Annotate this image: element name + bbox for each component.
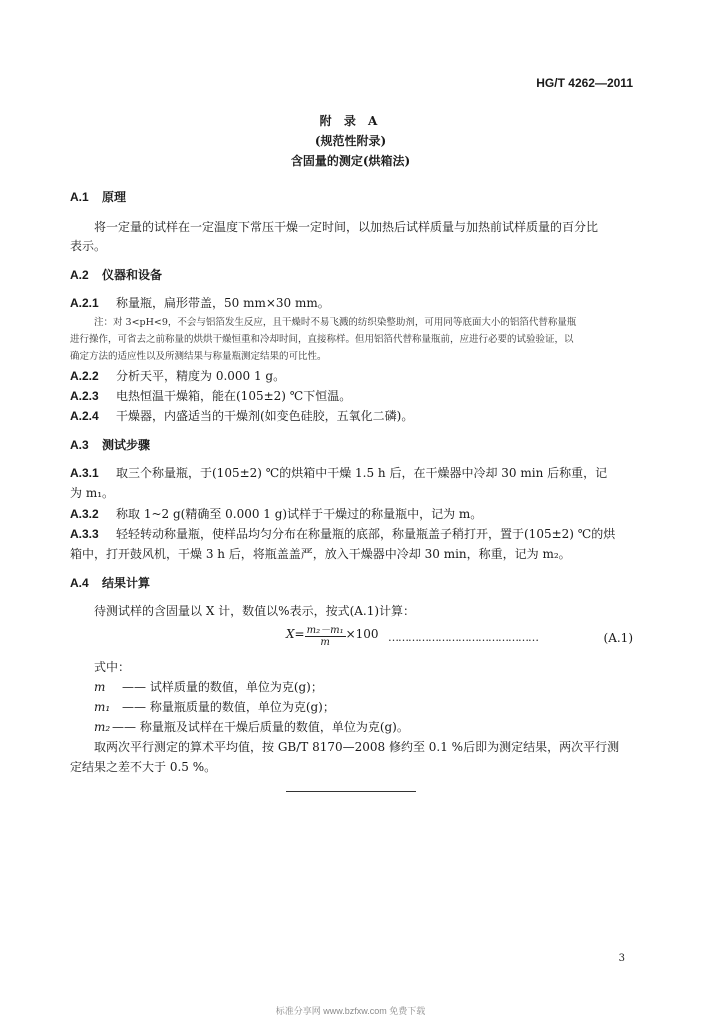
clause-a31 — [70, 464, 607, 481]
formula-fraction — [305, 621, 346, 648]
definition-m — [94, 678, 323, 695]
clause-text: 干燥器，内盛适当的干燥剂(如变色硅胶，五氧化二磷)。 — [116, 409, 414, 423]
formula-numerator: m₂－m₁ — [305, 621, 346, 637]
clause-number: A.3.2 — [70, 507, 99, 521]
clause-text: 轻轻转动称量瓶，使样品均匀分布在称量瓶的底部，称量瓶盖子稍打开，置于(105±2) ℃的烘 — [116, 527, 616, 541]
formula-lhs: X= — [286, 627, 305, 641]
result-line1: 取两次平行测定的算术平均值，按 GB/T 8170—2008 修约至 0.1 %后即为测定结果，两次平行测 — [94, 740, 620, 754]
section-a1-heading — [70, 188, 126, 205]
clause-text: 电热恒温干燥箱，能在(105±2) ℃下恒温。 — [116, 389, 352, 403]
definition-m1 — [94, 698, 335, 715]
note-line3: 确定方法的适应性以及所测结果与称量瓶测定结果的可比性。 — [70, 351, 327, 362]
clause-a22 — [70, 367, 285, 384]
section-title: 仪器和设备 — [102, 268, 163, 282]
clause-number: A.3.3 — [70, 527, 99, 541]
section-a4-heading — [70, 574, 150, 591]
clause-a33-cont: 箱中，打开鼓风机，干燥 3 h 后，将瓶盖盖严，放入干燥器中冷却 30 min，称重，记为 m₂。 — [70, 547, 571, 561]
where-label: 式中： — [94, 660, 131, 674]
clause-a31-cont: 为 m₁。 — [70, 486, 115, 500]
section-number: A.2 — [70, 268, 89, 282]
clause-a33 — [70, 525, 615, 542]
footer-watermark: 标准分享网 www.bzfxw.com 免费下载 — [275, 1006, 426, 1016]
section-number: A.4 — [70, 576, 89, 590]
note-line2: 进行操作，可省去之前称量的烘烘干燥恒重和冷却时间，直接称样。但用铝箔代替称量瓶前，应进行必要的试验验证，以 — [70, 334, 574, 345]
standard-number: HG/T 4262—2011 — [536, 76, 633, 90]
section-title: 测试步骤 — [102, 438, 151, 452]
clause-a21 — [70, 294, 330, 311]
clause-a23 — [70, 387, 351, 404]
formula-denominator: m — [320, 637, 330, 648]
section-title: 原理 — [102, 190, 127, 204]
clause-number: A.2.3 — [70, 389, 99, 403]
a1-text-line1: 将一定量的试样在一定温度下常压干燥一定时间，以加热后试样质量与加热前试样质量的百分比 — [94, 220, 599, 234]
definition-text: —— 称量瓶及试样在干燥后质量的数值，单位为克(g)。 — [112, 720, 409, 734]
a1-text-line2: 表示。 — [70, 239, 107, 253]
formula-label: (A.1) — [603, 631, 633, 645]
calc-intro: 待测试样的含固量以 X 计，数值以%表示，按式(A.1)计算： — [94, 604, 416, 618]
annex-title: 附 录 A — [319, 114, 382, 128]
clause-number: A.3.1 — [70, 466, 99, 480]
formula-a1 — [286, 621, 379, 648]
clause-number: A.2.1 — [70, 296, 99, 310]
section-a3-heading — [70, 436, 150, 453]
definition-symbol: m₂ — [94, 720, 111, 734]
clause-number: A.2.4 — [70, 409, 99, 423]
end-rule-divider — [286, 791, 416, 792]
definition-text: —— 称量瓶质量的数值，单位为克(g)； — [122, 700, 335, 714]
definition-symbol: m — [94, 680, 106, 694]
note-line1: 注：对 3<pH<9，不会与铝箔发生反应，且干燥时不易飞溅的纺织染整助剂，可用同等底面大小的铝箔代替称量瓶 — [94, 317, 577, 328]
clause-text: 称取 1~2 g(精确至 0.000 1 g)试样于干燥过的称量瓶中，记为 m。 — [116, 507, 483, 521]
section-number: A.3 — [70, 438, 89, 452]
formula-rhs: ×100 — [345, 627, 379, 641]
annex-heading: 含固量的测定(烘箱法) — [290, 154, 411, 168]
definition-text: —— 试样质量的数值，单位为克(g)； — [122, 680, 323, 694]
clause-text: 称量瓶，扁形带盖，50 mm×30 mm。 — [116, 296, 330, 310]
clause-text: 取三个称量瓶，于(105±2) ℃的烘箱中干燥 1.5 h 后，在干燥器中冷却 30 min 后称重，记 — [116, 466, 608, 480]
annex-subtitle: (规范性附录) — [314, 134, 387, 148]
page-number: 3 — [618, 953, 625, 964]
clause-text: 分析天平，精度为 0.000 1 g。 — [116, 369, 286, 383]
formula-leader-dots: ……………………………………… — [388, 631, 538, 644]
clause-number: A.2.2 — [70, 369, 99, 383]
section-number: A.1 — [70, 190, 89, 204]
section-a2-heading — [70, 266, 162, 283]
result-line2: 定结果之差不大于 0.5 %。 — [70, 760, 217, 774]
section-title: 结果计算 — [102, 576, 151, 590]
clause-a32 — [70, 505, 482, 522]
definition-m2 — [94, 718, 409, 735]
clause-a24 — [70, 407, 413, 424]
definition-symbol: m₁ — [94, 700, 111, 714]
